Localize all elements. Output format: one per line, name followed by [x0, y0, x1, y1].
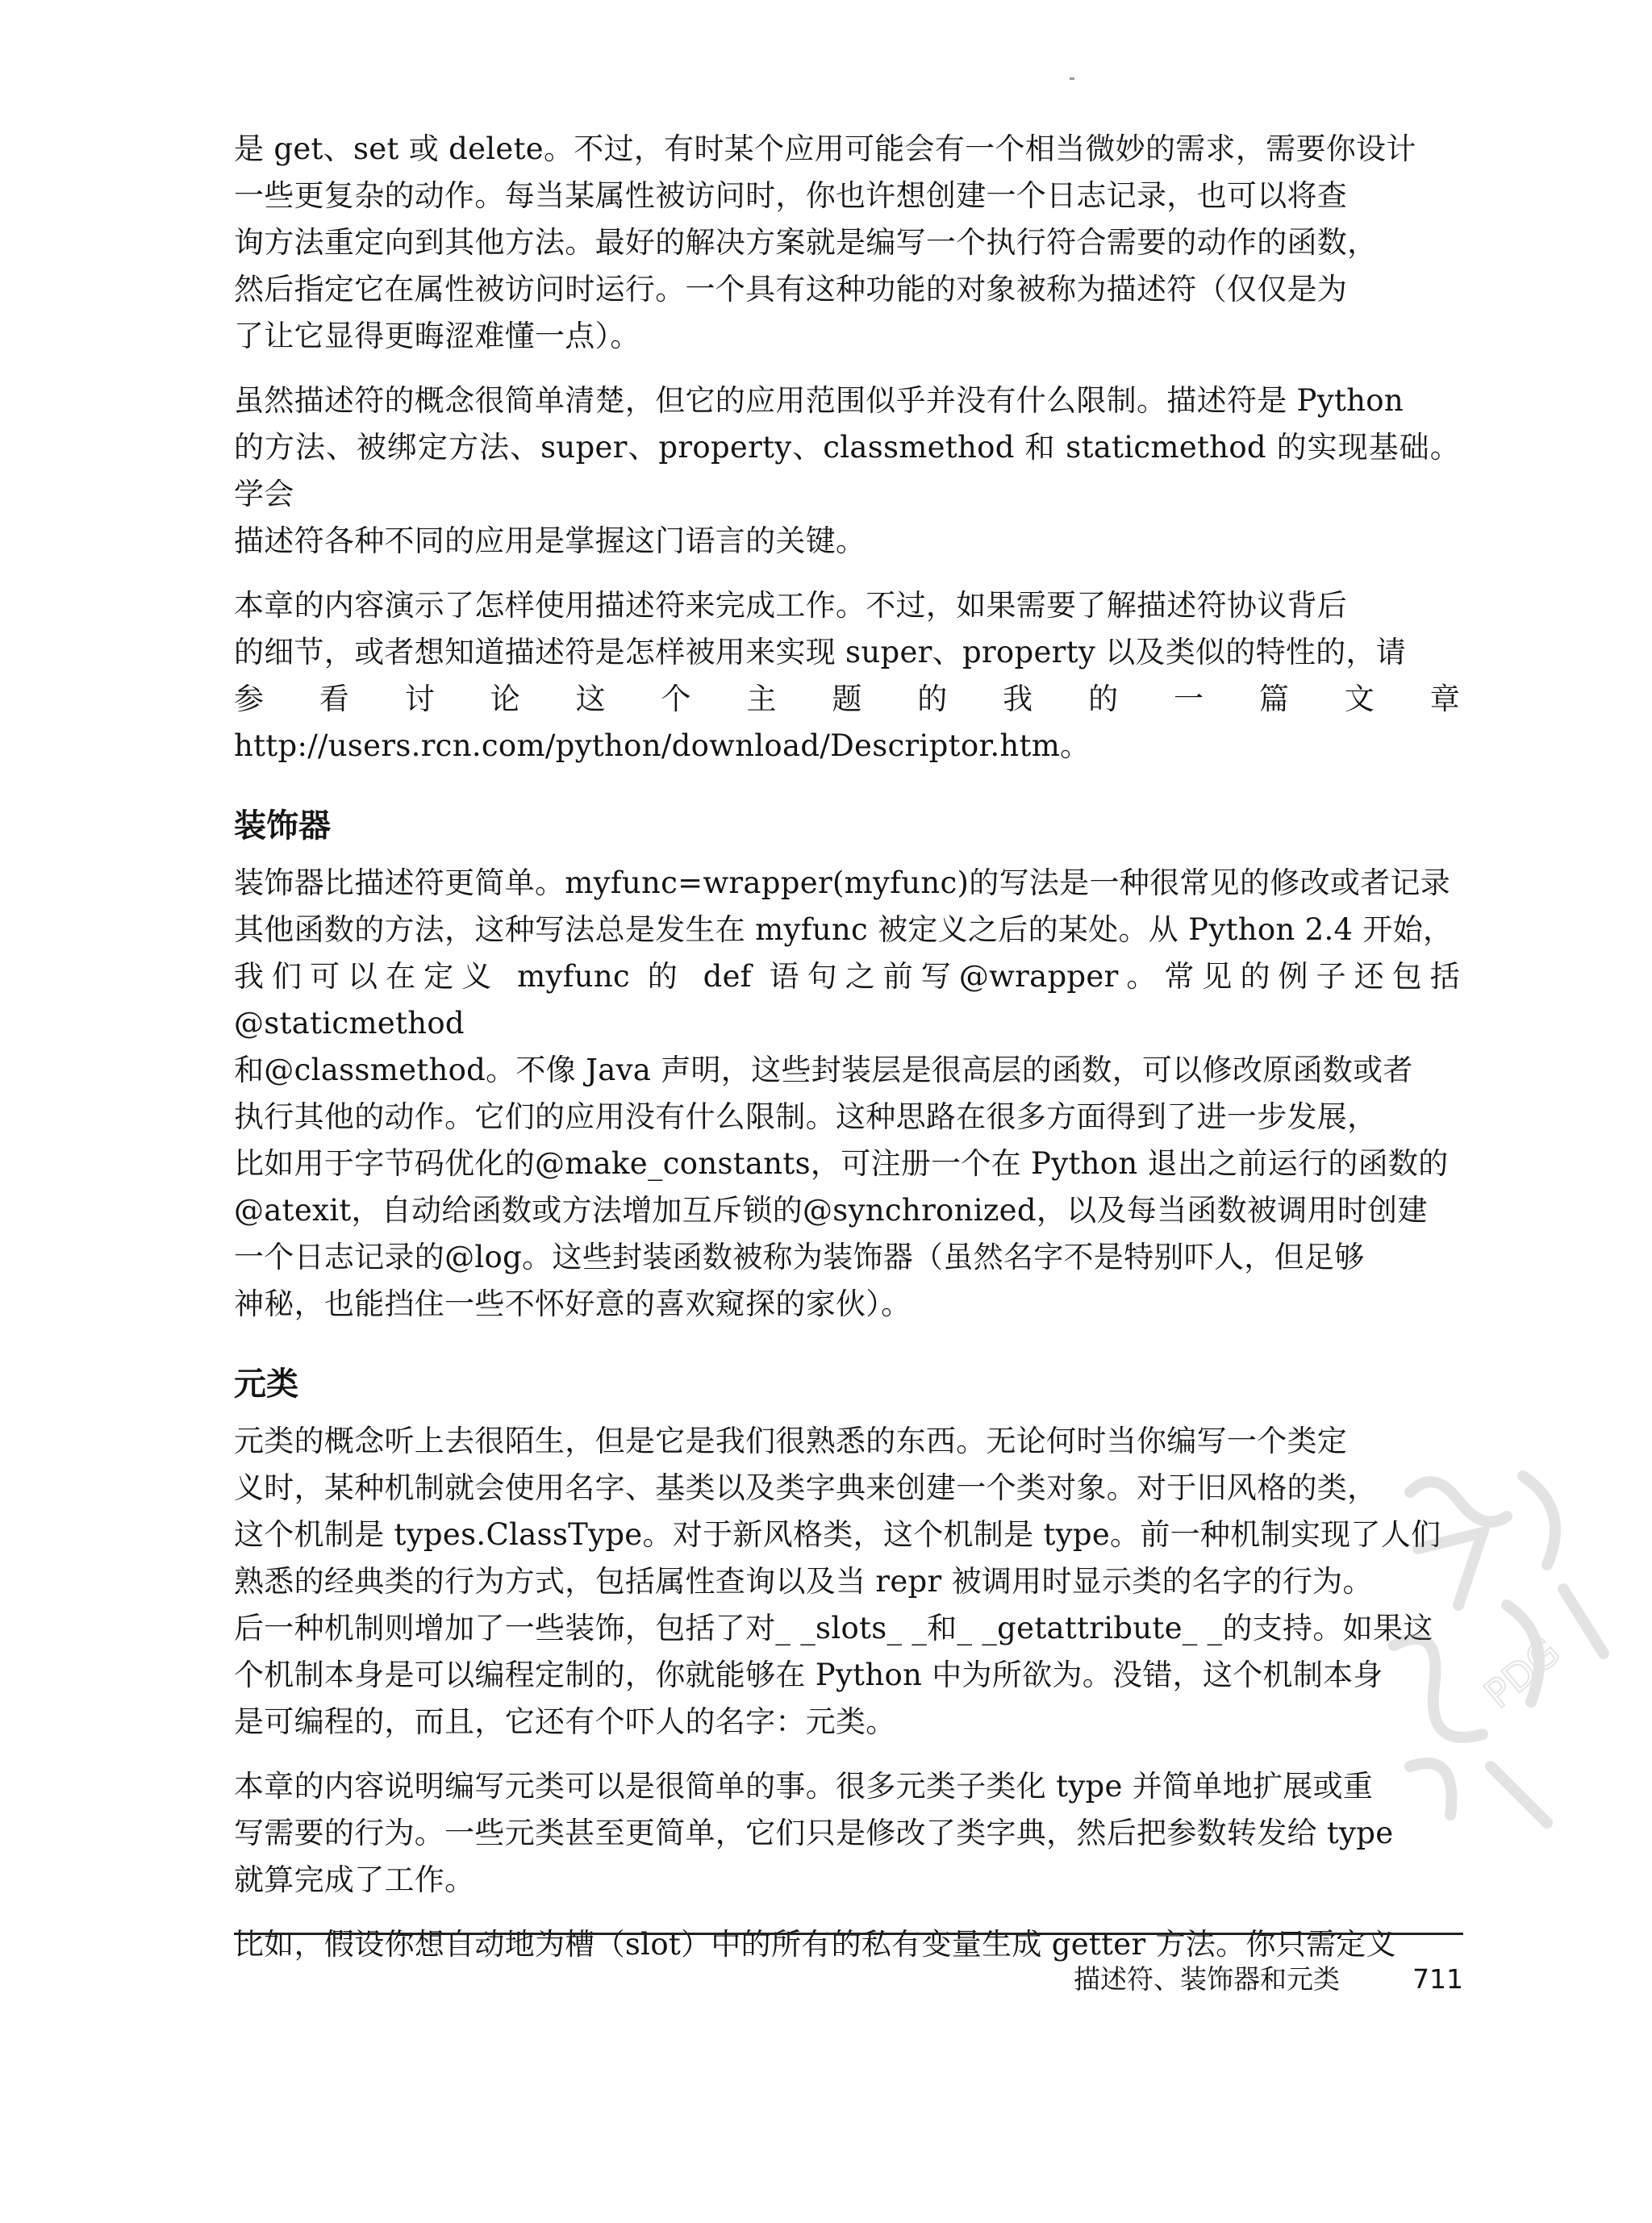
metaclasses-heading: 元类 [234, 1366, 298, 1403]
metaclasses-paragraph-1: 元类的概念听上去很陌生，但是它是我们很熟悉的东西。无论何时当你编写一个类定 义时，某种机制就会使用名字、基类以及类字典来创建一个类对象。对于旧风格的类， 这个机制是 types.ClassType。对于新风格类，这个机制是 type。前一种机制实现了人们 熟悉的经典类的行为方式，包括属性查询以及当 repr 被调用时显示类的名字的行为。 后一种机制则增加了一些装饰，包括了对_ _slots_ _和_ _getattribute_ _的支持。如果这 个机制本身是可以编程定制的，你就能够在 Python 中为所欲为。没错，这个机制本身 是可编程的，而且，它还有个吓人的名字：元类。 [234, 1424, 1441, 1739]
metaclasses-paragraph-3: 比如，假设你想自动地为槽（slot）中的所有的私有变量生成 getter 方法。你只需定义 [234, 1927, 1396, 1962]
scan-speck [1070, 77, 1074, 80]
metaclasses-paragraph-2: 本章的内容说明编写元类可以是很简单的事。很多元类子类化 type 并简单地扩展或重 写需要的行为。一些元类甚至更简单，它们只是修改了类字典，然后把参数转发给 type 就算完成了工作。 [234, 1769, 1394, 1897]
intro-paragraph-1: 是 get、set 或 delete。不过，有时某个应用可能会有一个相当微妙的需求，需要你设计 一些更复杂的动作。每当某属性被访问时，你也许想创建一个日志记录，也可以将查 询方法重定向到其他方法。最好的解决方案就是编写一个执行符合需要的动作的函数， 然后指定它在属性被访问时运行。一个具有这种功能的对象被称为描述符（仅仅是为 了让它显得更晦涩难懂一点）。 [234, 131, 1416, 353]
page-number: 711 [1412, 1963, 1463, 1995]
pdg-watermark [1362, 1444, 1628, 1863]
intro-paragraph-2: 虽然描述符的概念很简单清楚，但它的应用范围似乎并没有什么限制。描述符是 Python 的方法、被绑定方法、super、property、classmethod 和 staticmethod 的实现基础。学会 描述符各种不同的应用是掌握这门语言的关键。 [234, 383, 1460, 558]
watermark-seal [1394, 1476, 1604, 1823]
footer-rule [234, 1933, 1463, 1935]
decorators-paragraph-1: 装饰器比描述符更简单。myfunc=wrapper(myfunc)的写法是一种很常见的修改或者记录 其他函数的方法，这种写法总是发生在 myfunc 被定义之后的某处。从 Python 2.4 开始， 我们可以在定义 myfunc 的 def 语句之前写@wrapper。常见的例子还包括@staticmethod 和@classmethod。不像 Java 声明，这些封装层是很高层的函数，可以修改原函数或者 执行其他的动作。它们的应用没有什么限制。这种思路在很多方面得到了进一步发展， 比如用于字节码优化的@make_constants，可注册一个在 Python 退出之前运行的函数的 @atexit，自动给函数或方法增加互斥锁的@synchronized，以及每当函数被调用时创建 一个日志记录的@log。这些封装函数被称为装饰器（虽然名字不是特别吓人，但足够 神秘，也能挡住一些不怀好意的喜欢窥探的家伙）。 [234, 865, 1460, 1321]
decorators-heading: 装饰器 [234, 807, 331, 845]
watermark-text: PDG [1475, 1629, 1569, 1718]
page-body [234, 126, 1460, 1986]
running-footer-title: 描述符、装饰器和元类 [1074, 1963, 1340, 1995]
intro-paragraph-3: 本章的内容演示了怎样使用描述符来完成工作。不过，如果需要了解描述符协议背后 的细节，或者想知道描述符是怎样被用来实现 super、property 以及类似的特性的，请 参看讨论这个主题的我的一篇文章 http://users.rcn.com/python/download/Descriptor.htm。 [234, 588, 1460, 763]
page-footer [1008, 1962, 1463, 1997]
